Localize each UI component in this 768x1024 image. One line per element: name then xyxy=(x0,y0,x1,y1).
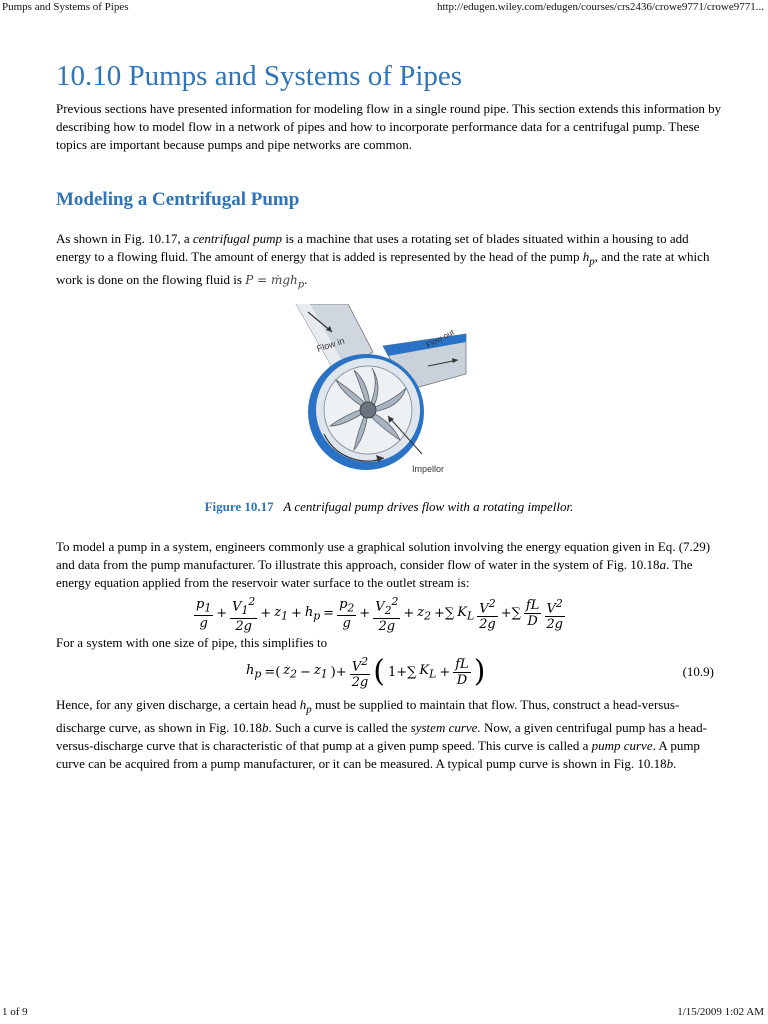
simplification-paragraph: For a system with one size of pipe, this simplifies to xyxy=(56,634,328,650)
subsection-heading: Modeling a Centrifugal Pump xyxy=(56,189,300,210)
term-pump-curve: pump curve xyxy=(591,737,653,753)
energy-equation: $\frac{p_1}{g}$ + $\frac{V_1^2}{2g}$ + $z_1$ + $h_p$ = $\frac{p_2}{g}$ + $\frac{V_2^2}{2g}$ + $z_2$ +∑ $K_L$ $\frac{V^2}{2g}$ +∑ $\frac{fL}{D}$ $\frac{V^2}{2g}$ xyxy=(196,594,563,634)
power-formula: P = ṁgh$_p$ xyxy=(245,272,305,290)
figure-number: Figure 10.17 xyxy=(204,498,274,514)
section-heading: 10.10 Pumps and Systems of Pipes xyxy=(56,60,463,92)
system-curve-paragraph: Hence, for any given discharge, a certain head $h_p$ must be supplied to maintain that flow. Thus, construct a head-versus-discharge curve, as shown in Fig. 10.18b. Such a curve is called the system curve. Now, a given centrifugal pump has a head-versus-discharge curve that is characteristic of that pump at a given pump speed. This curve is called a pump curve. A pump curve can be acquired from a pump manufacturer, or it can be measured. A typical pump curve is shown in Fig. 10.18b. xyxy=(56,696,707,771)
print-header xyxy=(2,1,764,15)
intro-paragraph: Previous sections have presented information for modeling flow in a single round pipe. This section extends this information by describing how to model flow in a network of pipes and how to incorporate performance data for a centrifugal pump. These topics are important because pumps and pipe networks are common. xyxy=(56,101,722,152)
print-header-title: Pumps and Systems of Pipes xyxy=(2,1,129,13)
modeling-paragraph: To model a pump in a system, engineers commonly use a graphical solution involving the energy equation given in Eq. (7.29) and data from the pump manufacturer. To illustrate this approach, consider flow of water in the system of Fig. 10.18a. The energy equation applied from the reservoir water surface to the outlet stream is: xyxy=(56,538,711,590)
term-system-curve: system curve. xyxy=(410,719,481,735)
page-content xyxy=(56,56,722,773)
figure-10-17 xyxy=(56,304,722,494)
page-count: 1 of 9 xyxy=(2,1006,28,1018)
pump-paragraph: As shown in Fig. 10.17, a centrifugal pump is a machine that uses a rotating set of blades situated within a housing to add energy to a flowing fluid. The amount of energy that is added is represented by the head of the pump $h_p$, and the rate at which work is done on the flowing fluid is P = ṁgh$_p$. xyxy=(56,231,710,290)
equation-number: (10.9) xyxy=(682,663,714,679)
equation-10-9: $h_p$ =( $z_2$ − $z_1$ )+ $\frac{V^2}{2g}$ ( 1+∑ $K_L$ + $\frac{fL}{D}$ ) (10.9) xyxy=(246,654,714,691)
centrifugal-pump-illustration xyxy=(288,304,468,479)
label-flow-in: Flow in xyxy=(315,335,346,354)
print-footer xyxy=(2,1006,764,1020)
label-flow-out: Flow out xyxy=(424,327,456,350)
print-header-url[interactable]: http://edugen.wiley.com/edugen/courses/crs2436/crowe9771/crowe9771... xyxy=(436,1,764,13)
term-centrifugal-pump: centrifugal pump xyxy=(192,231,283,246)
figure-caption xyxy=(56,498,722,516)
symbol-hp: $h_p$ xyxy=(582,249,595,268)
print-datetime: 1/15/2009 1:02 AM xyxy=(677,1006,764,1018)
figure-caption-text: A centrifugal pump drives flow with a rotating impellor. xyxy=(283,498,574,514)
label-impellor: Impellor xyxy=(412,463,445,474)
